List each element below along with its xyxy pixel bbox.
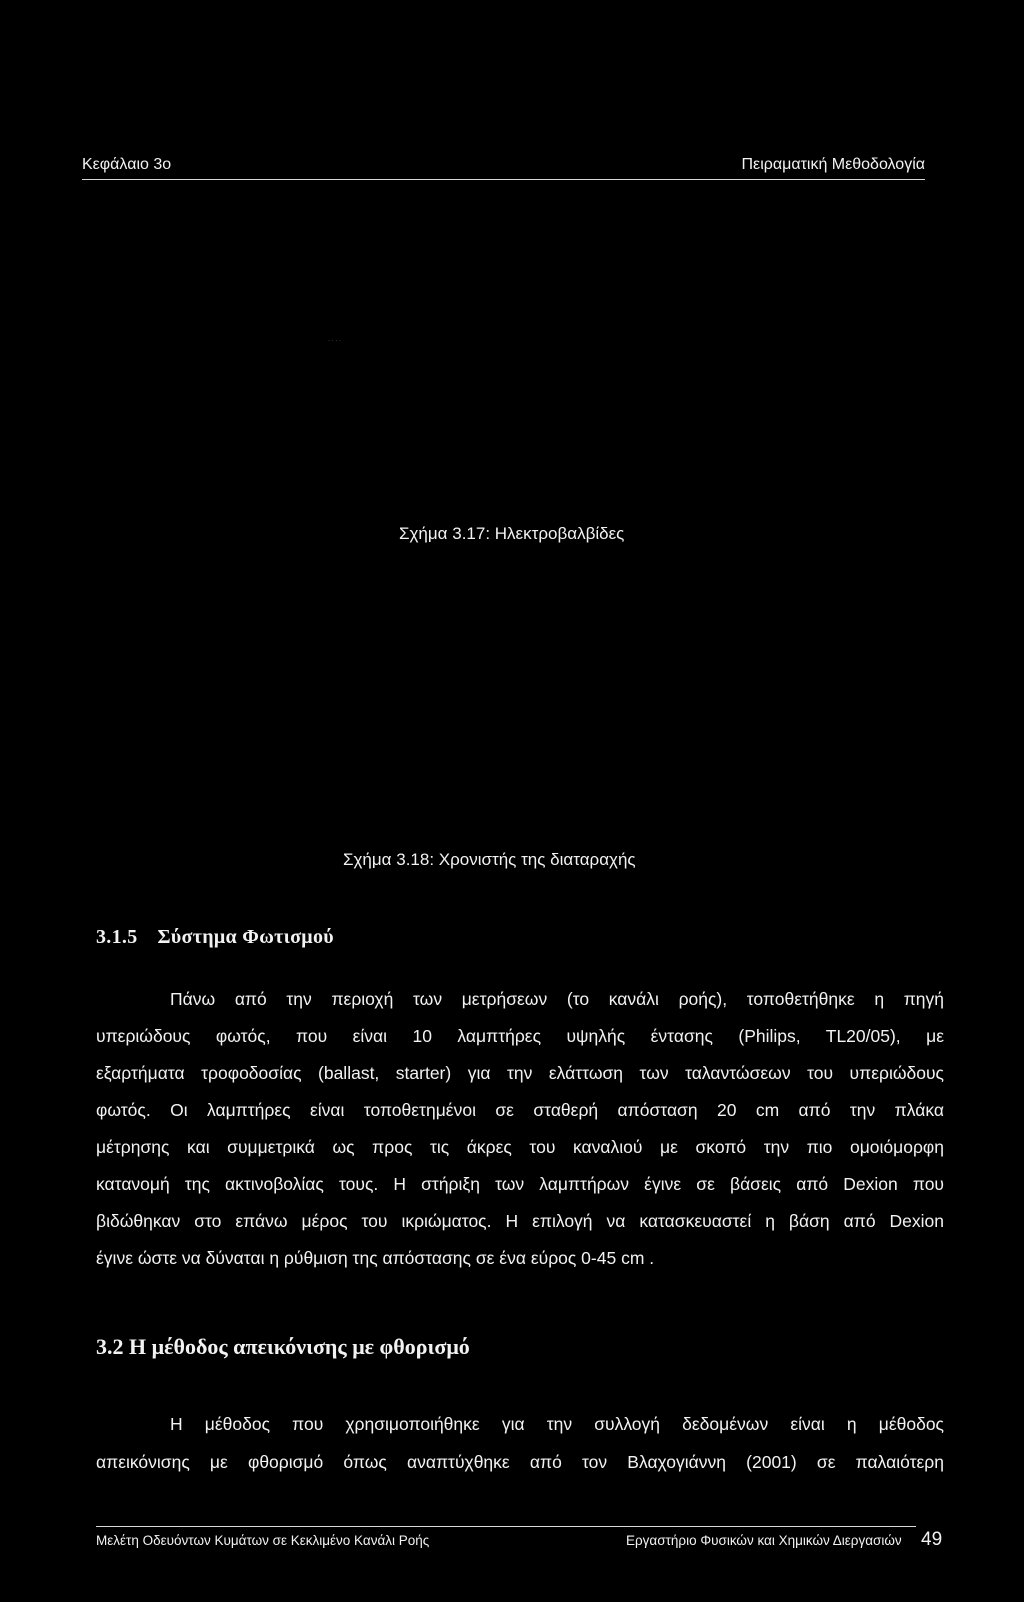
paragraph-line: Η μέθοδος που χρησιμοποιήθηκε για την συλλογή δεδομένων είναι η μέθοδος xyxy=(170,1414,944,1434)
page-number: 49 xyxy=(921,1529,943,1550)
paragraph-line: υπεριώδους φωτός, που είναι 10 λαμπτήρες υψηλής έντασης (Philips, TL20/05), με xyxy=(96,1026,944,1046)
footer-divider xyxy=(96,1526,916,1527)
header-divider xyxy=(82,179,925,180)
section-heading-3-1-5 xyxy=(96,926,334,949)
figure-caption-3-17: Σχήμα 3.17: Ηλεκτροβαλβίδες xyxy=(399,524,625,543)
footer-lab-name: Εργαστήριο Φυσικών και Χημικών Διεργασιών xyxy=(626,1533,902,1548)
paragraph-line: Πάνω από την περιοχή των μετρήσεων (το κανάλι ροής), τοποθετήθηκε η πηγή xyxy=(170,989,944,1009)
paragraph-line: εξαρτήματα τροφοδοσίας (ballast, starter) για την ελάττωση των ταλαντώσεων του υπεριώδους xyxy=(96,1063,944,1083)
figure-caption-3-18: Σχήμα 3.18: Χρονιστής της διαταραχής xyxy=(343,850,636,869)
scan-artifact: · · · · xyxy=(328,338,341,344)
paragraph-line: βιδώθηκαν στο επάνω μέρος του ικριώματος. Η επιλογή να κατασκευαστεί η βάση από Dexion xyxy=(96,1211,944,1231)
paragraph-line: έγινε ώστε να δύναται η ρύθμιση της απόστασης σε ένα εύρος 0-45 cm . xyxy=(96,1248,655,1268)
section-number: 3.1.5 xyxy=(96,926,138,948)
footer-thesis-title: Μελέτη Οδευόντων Κυμάτων σε Κεκλιμένο Κανάλι Ροής xyxy=(96,1533,430,1548)
paragraph-line: μέτρησης και συμμετρικά ως προς τις άκρες του καναλιού με σκοπό την πιο ομοιόμορφη xyxy=(96,1137,944,1157)
section-heading-3-2: 3.2 Η μέθοδος απεικόνισης με φθορισμό xyxy=(96,1334,470,1359)
section-title: Σύστημα Φωτισμού xyxy=(157,926,334,948)
paragraph-line: κατανομή της ακτινοβολίας τους. Η στήριξη των λαμπτήρων έγινε σε βάσεις από Dexion που xyxy=(96,1174,944,1194)
header-section-title: Πειραματική Μεθοδολογία xyxy=(741,156,925,173)
paragraph-line: φωτός. Οι λαμπτήρες είναι τοποθετημένοι σε σταθερή απόσταση 20 cm από την πλάκα xyxy=(96,1100,944,1120)
header-chapter: Κεφάλαιο 3ο xyxy=(82,156,172,173)
paragraph-line: απεικόνισης με φθορισμό όπως αναπτύχθηκε από τον Βλαχογιάννη (2001) σε παλαιότερη xyxy=(96,1452,944,1472)
